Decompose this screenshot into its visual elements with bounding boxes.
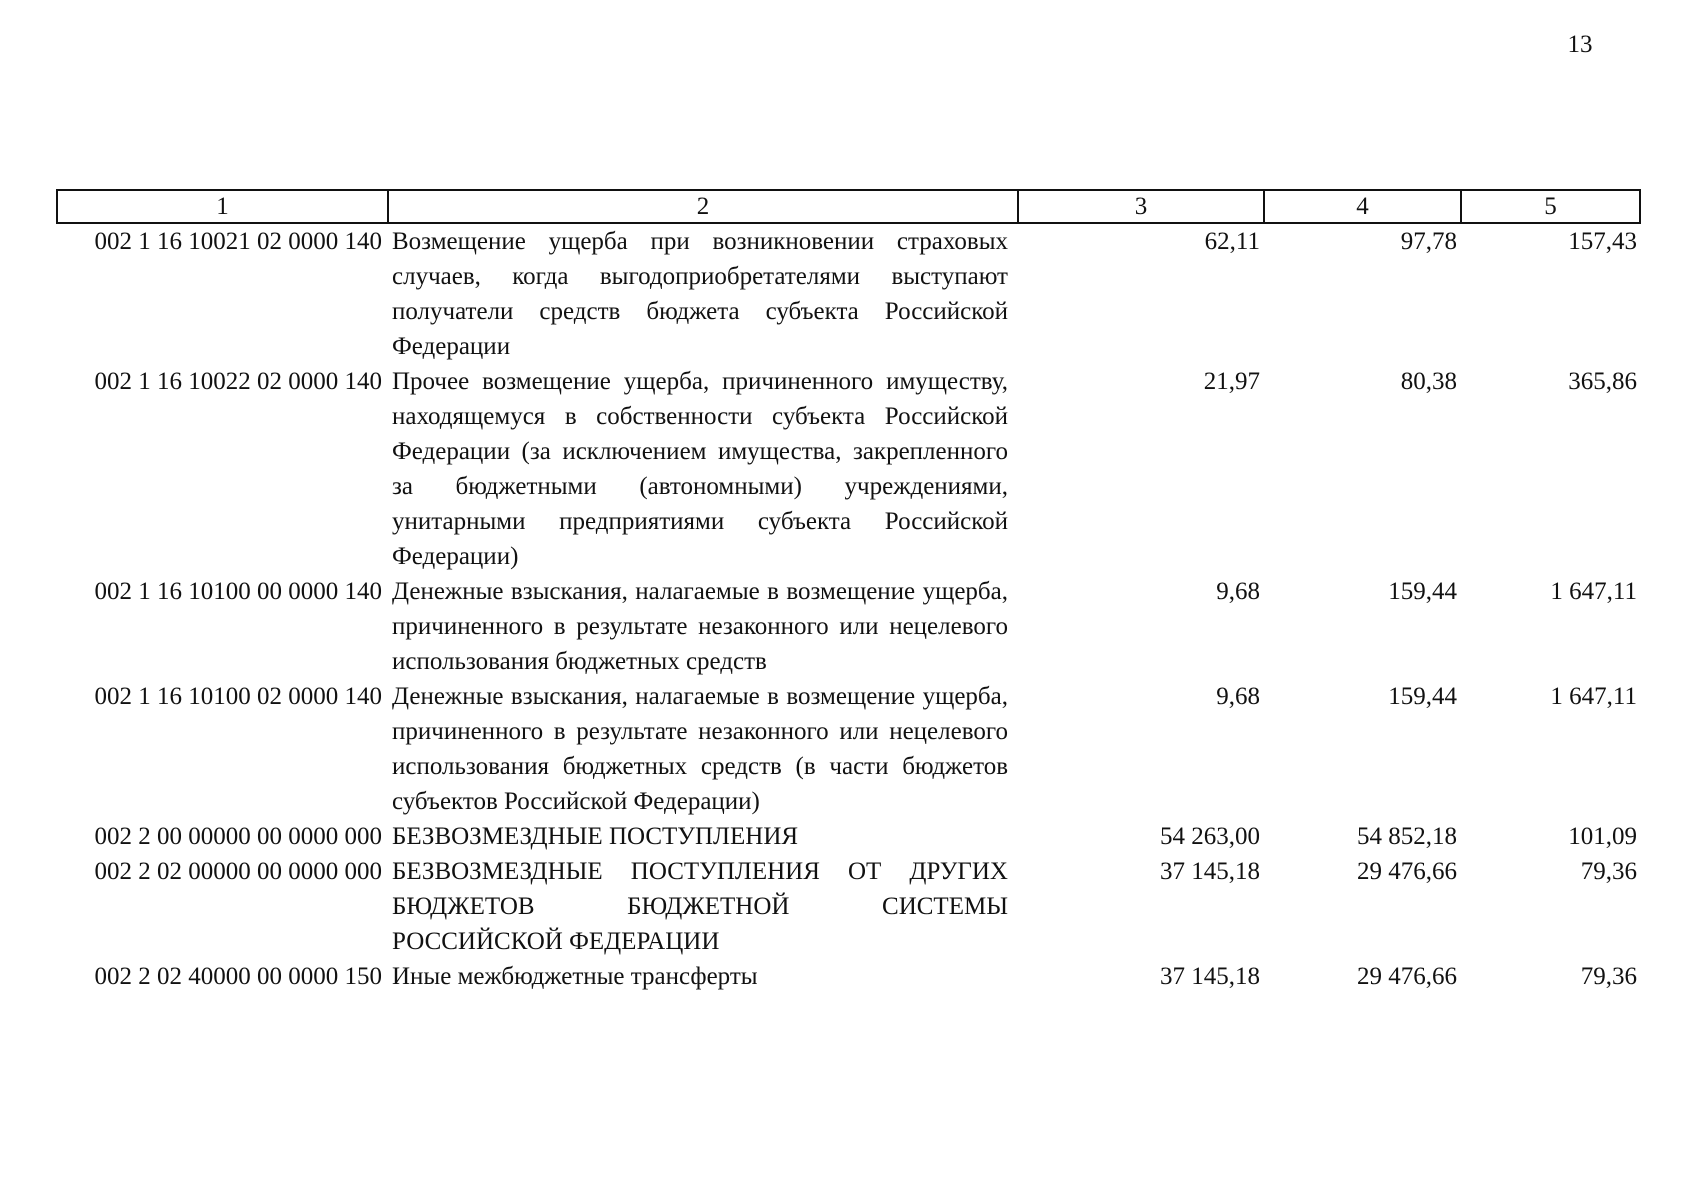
value-col3: 54 263,00: [1160, 823, 1260, 850]
page-number: 13: [1567, 31, 1593, 58]
value-col3: 9,68: [1216, 578, 1260, 605]
income-name: Денежные взыскания, налагаемые в возмещение ущерба, причиненного в результате незаконного или нецелевого использования бюджетных средств (в части бюджетов субъектов Российской Федерации): [392, 683, 1008, 815]
column-header-4: 4: [1264, 190, 1461, 223]
value-col5: 79,36: [1580, 963, 1637, 990]
column-header-1: 1: [57, 190, 388, 223]
value-col4: 29 476,66: [1357, 963, 1457, 990]
income-name: БЕЗВОЗМЕЗДНЫЕ ПОСТУПЛЕНИЯ ОТ ДРУГИХ БЮДЖЕТОВ БЮДЖЕТНОЙ СИСТЕМЫ РОССИЙСКОЙ ФЕДЕРАЦИИ: [392, 858, 1008, 955]
table-row: [57, 574, 1640, 679]
value-col4: 54 852,18: [1357, 823, 1457, 850]
income-code: 002 2 02 00000 00 0000 000: [94, 858, 382, 885]
income-name: Иные межбюджетные трансферты: [392, 963, 758, 990]
value-col3: 9,68: [1216, 683, 1260, 710]
table-row: [57, 819, 1640, 854]
table-row: [57, 223, 1640, 364]
value-col5: 157,43: [1568, 228, 1637, 255]
header-row: [57, 190, 1640, 223]
column-header-2: 2: [388, 190, 1018, 223]
value-col3: 37 145,18: [1160, 858, 1260, 885]
value-col4: 159,44: [1388, 578, 1457, 605]
value-col4: 80,38: [1400, 368, 1457, 395]
value-col4: 97,78: [1400, 228, 1457, 255]
column-header-3: 3: [1018, 190, 1264, 223]
value-col5: 79,36: [1580, 858, 1637, 885]
table-row: [57, 679, 1640, 819]
table-body: [57, 223, 1640, 994]
income-code: 002 1 16 10021 02 0000 140: [94, 228, 382, 255]
table-row: [57, 959, 1640, 994]
table-header: [57, 190, 1640, 223]
value-col3: 21,97: [1203, 368, 1260, 395]
income-code: 002 2 00 00000 00 0000 000: [94, 823, 382, 850]
value-col3: 62,11: [1204, 228, 1260, 255]
table-row: [57, 854, 1640, 959]
column-header-5: 5: [1461, 190, 1640, 223]
value-col4: 29 476,66: [1357, 858, 1457, 885]
income-code: 002 1 16 10022 02 0000 140: [94, 368, 382, 395]
income-name: Прочее возмещение ущерба, причиненного имуществу, находящемуся в собственности субъекта Российской Федерации (за исключением имущества, закрепленного за бюджетными (автономными) учреждениями, унитарными предприятиями субъекта Российской Федерации): [392, 368, 1008, 570]
income-name: Возмещение ущерба при возникновении страховых случаев, когда выгодоприобретателями выступают получатели средств бюджета субъекта Российской Федерации: [392, 228, 1008, 360]
income-name: БЕЗВОЗМЕЗДНЫЕ ПОСТУПЛЕНИЯ: [392, 823, 799, 850]
value-col5: 1 647,11: [1550, 578, 1637, 605]
income-code: 002 2 02 40000 00 0000 150: [94, 963, 382, 990]
income-code: 002 1 16 10100 00 0000 140: [94, 578, 382, 605]
income-name: Денежные взыскания, налагаемые в возмещение ущерба, причиненного в результате незаконного или нецелевого использования бюджетных средств: [392, 578, 1008, 675]
budget-table: [56, 189, 1641, 994]
table-row: [57, 364, 1640, 574]
value-col3: 37 145,18: [1160, 963, 1260, 990]
value-col4: 159,44: [1388, 683, 1457, 710]
income-code: 002 1 16 10100 02 0000 140: [94, 683, 382, 710]
value-col5: 101,09: [1568, 823, 1637, 850]
value-col5: 365,86: [1568, 368, 1637, 395]
value-col5: 1 647,11: [1550, 683, 1637, 710]
